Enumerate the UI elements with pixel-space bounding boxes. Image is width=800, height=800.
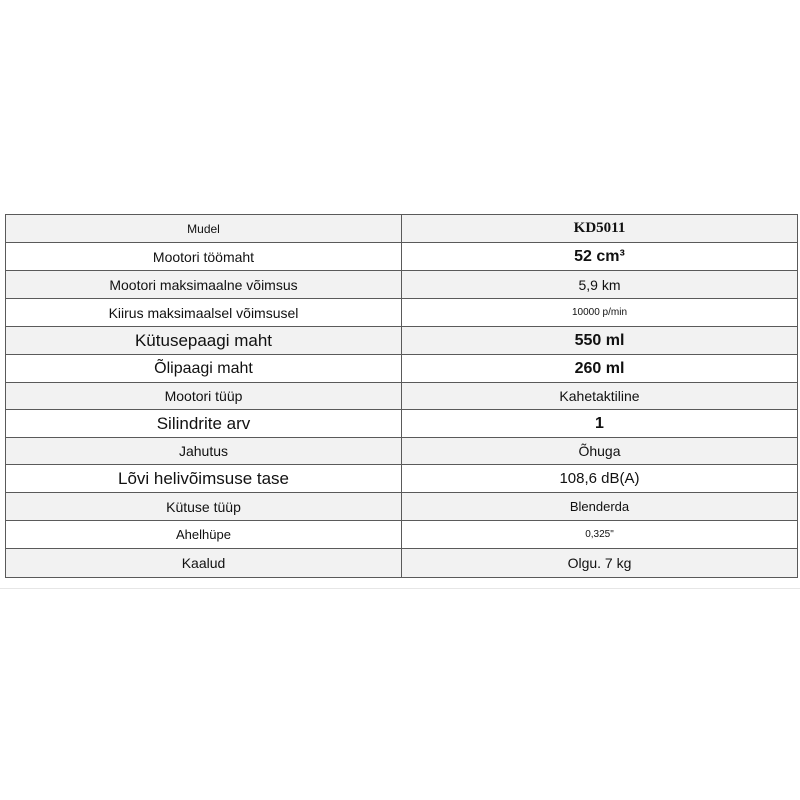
spec-label-speed: Kiirus maksimaalsel võimsusel (6, 299, 402, 327)
table-row (6, 299, 798, 327)
spec-value-model: KD5011 (402, 215, 798, 243)
table-row (6, 383, 798, 410)
spec-label-displacement: Mootori töömaht (6, 243, 402, 271)
spec-label-sound-power: Lõvi helivõimsuse tase (6, 465, 402, 493)
table-row (6, 521, 798, 549)
spec-label-engine-type: Mootori tüüp (6, 383, 402, 410)
table-row (6, 549, 798, 578)
spec-label-max-power: Mootori maksimaalne võimsus (6, 271, 402, 299)
spec-value-cooling: Õhuga (402, 438, 798, 465)
spec-label-cylinders: Silindrite arv (6, 410, 402, 438)
spec-value-weight: Olgu. 7 kg (402, 549, 798, 578)
spec-value-speed: 10000 p/min (402, 299, 798, 327)
divider (0, 588, 800, 589)
spec-value-oil-tank: 260 ml (402, 355, 798, 383)
table-row (6, 355, 798, 383)
table-row (6, 438, 798, 465)
spec-value-max-power: 5,9 km (402, 271, 798, 299)
spec-value-fuel-tank: 550 ml (402, 327, 798, 355)
table-row (6, 243, 798, 271)
spec-label-chain-pitch: Ahelhüpe (6, 521, 402, 549)
spec-label-model: Mudel (6, 215, 402, 243)
table-row (6, 410, 798, 438)
spec-value-chain-pitch: 0,325" (402, 521, 798, 549)
spec-value-fuel-type: Blenderda (402, 493, 798, 521)
spec-value-cylinders: 1 (402, 410, 798, 438)
table-row (6, 327, 798, 355)
spec-label-cooling: Jahutus (6, 438, 402, 465)
table-row (6, 493, 798, 521)
spec-table (5, 214, 798, 578)
table-row (6, 271, 798, 299)
spec-value-displacement: 52 cm³ (402, 243, 798, 271)
spec-label-oil-tank: Õlipaagi maht (6, 355, 402, 383)
spec-value-engine-type: Kahetaktiline (402, 383, 798, 410)
table-row (6, 215, 798, 243)
table-row (6, 465, 798, 493)
spec-label-fuel-tank: Kütusepaagi maht (6, 327, 402, 355)
spec-label-weight: Kaalud (6, 549, 402, 578)
spec-label-fuel-type: Kütuse tüüp (6, 493, 402, 521)
spec-value-sound-power: 108,6 dB(A) (402, 465, 798, 493)
